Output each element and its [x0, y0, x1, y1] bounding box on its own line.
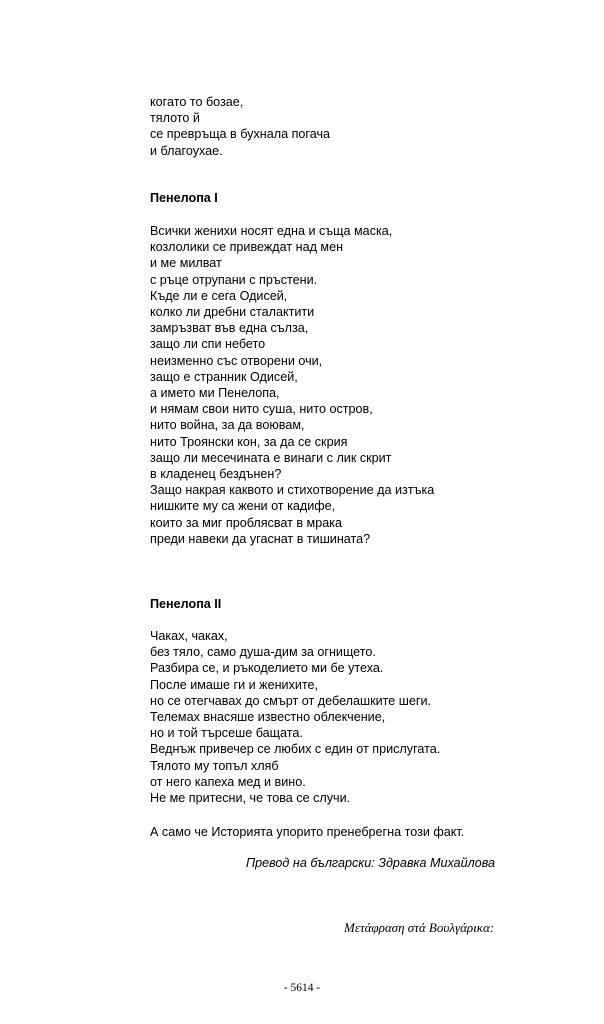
poem-line: защо е странник Одисей,: [150, 369, 298, 384]
poem-line: от него капеха мед и вино.: [150, 774, 306, 789]
poem-line: тялото й: [150, 111, 200, 126]
poem-line: защо ли месечината е винаги с лик скрит: [150, 450, 392, 465]
poem-line: когато то бозае,: [150, 95, 244, 109]
poem-line: Всички женихи носят една и съща маска,: [150, 224, 393, 238]
poem-line: но и той търсеше бащата.: [150, 726, 303, 741]
translator-credit: Превод на български: Здравка Михайлова: [246, 856, 496, 870]
poem-line: но се отегчавах до смърт от дебелашките шеги.: [150, 693, 432, 708]
poem-line: и благоухае.: [150, 143, 223, 158]
poem-line: в кладенец бездънен?: [150, 467, 282, 482]
poem-line: а името ми Пенелопа,: [150, 386, 280, 401]
poem-line: колко ли дребни сталактити: [150, 305, 315, 320]
poem-line: козлолики се привеждат над мен: [150, 240, 344, 255]
poem-line: Къде ли е сега Одисей,: [150, 288, 288, 303]
poem-line: А само че Историята упорито пренебрегна този факт.: [150, 825, 465, 839]
poem1-body: [150, 223, 434, 547]
poem2-body: [150, 628, 440, 806]
poem-line: Защо накрая каквото и стихотворение да изтъка: [150, 483, 435, 498]
poem-line: После имаше ги и женихите,: [150, 677, 319, 692]
poem2-final-line: [150, 824, 464, 840]
poem-line: и ме милват: [150, 256, 222, 271]
poem-line: Тялото му топъл хляб: [150, 758, 279, 773]
poem-line: Телемах внасяше известно облекчение,: [150, 710, 386, 725]
poem-line: Не ме притесни, че това се случи.: [150, 791, 351, 806]
poem-line: Веднъж привечер се любих с един от прислугата.: [150, 742, 441, 757]
poem-line: защо ли спи небето: [150, 337, 266, 352]
poem1-title: Пенелопа I: [150, 191, 218, 205]
page-number: - 5614 -: [283, 982, 321, 994]
poem-line: и нямам свои нито суша, нито остров,: [150, 402, 373, 417]
poem-line: с ръце отрупани с пръстени.: [150, 272, 318, 287]
poem-line: Разбира се, и ръкоделието ми бе утеха.: [150, 661, 384, 676]
poem-line: замръзват във една сълза,: [150, 321, 309, 336]
intro-stanza: [150, 94, 330, 159]
poem-line: преди навеки да угаснат в тишината?: [150, 531, 371, 546]
poem-line: неизменно със отворени очи,: [150, 353, 323, 368]
greek-translation-note: Μετάφραση στά Βουλγάρικα:: [344, 920, 495, 935]
poem-line: се превръща в бухнала погача: [150, 127, 331, 142]
poem-line: нито Троянски кон, за да се скрия: [150, 434, 348, 449]
poem-line: нито война, за да воювам,: [150, 418, 305, 433]
poem-line: Чаках, чаках,: [150, 629, 228, 643]
poem-line: без тяло, само душа-дим за огнището.: [150, 645, 376, 660]
poem2-title: Пенелопа II: [150, 597, 222, 611]
poem-line: нишките му са жени от кадифе,: [150, 499, 336, 514]
poem-line: които за миг проблясват в мрака: [150, 515, 343, 530]
